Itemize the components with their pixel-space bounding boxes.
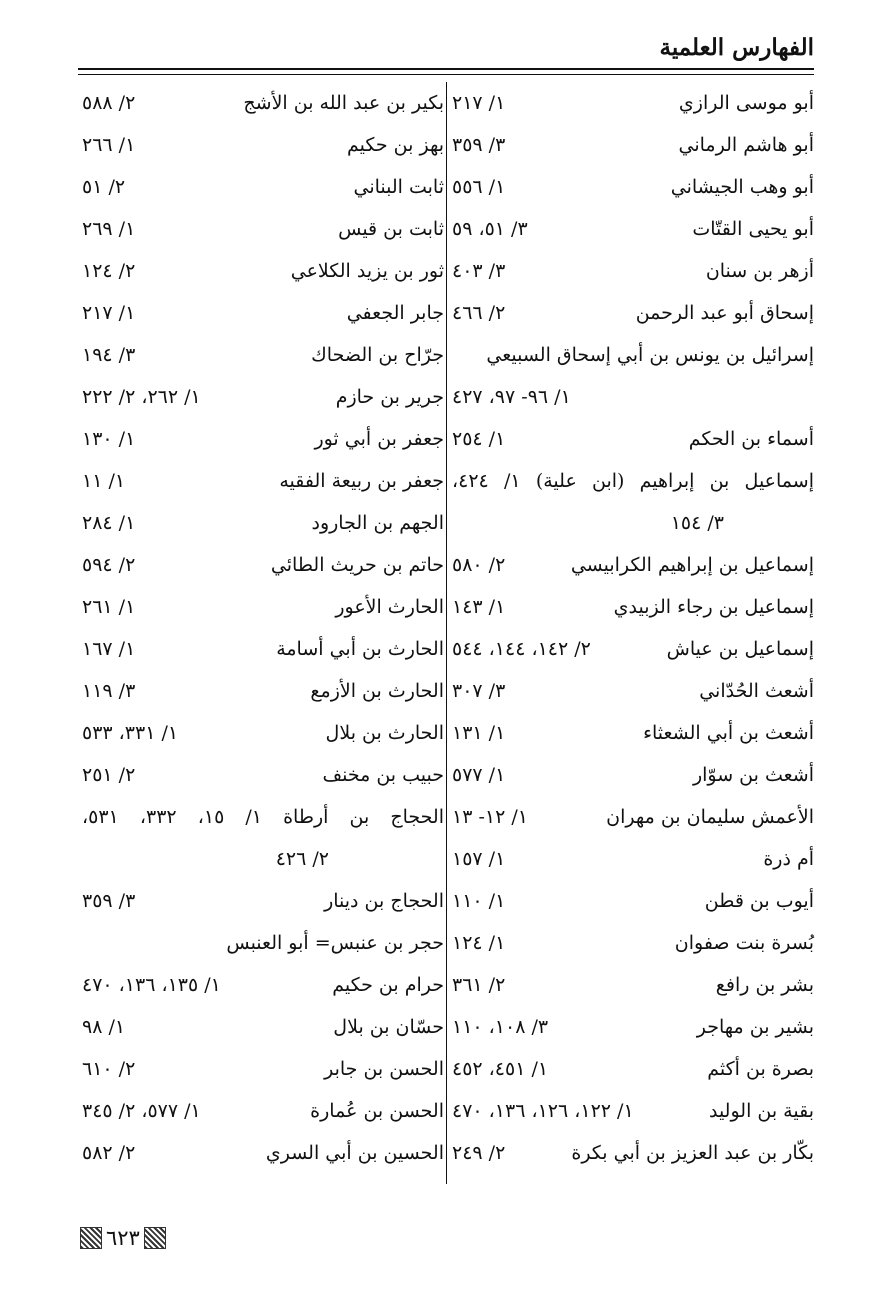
index-entry — [452, 378, 814, 420]
entry-page-ref: ١/ ١٦٧ — [82, 638, 136, 660]
index-entry — [82, 252, 444, 294]
entry-page-ref: ٢/ ٦١٠ — [82, 1058, 136, 1080]
entry-name: جرير بن حازم — [335, 386, 444, 408]
index-entry — [452, 462, 814, 504]
index-entry — [452, 1008, 814, 1050]
index-entry — [452, 756, 814, 798]
index-entry — [82, 588, 444, 630]
index-entry — [82, 168, 444, 210]
index-entry — [452, 1092, 814, 1134]
entry-page-ref: ١/ ١١ — [82, 470, 126, 492]
index-entry — [452, 840, 814, 882]
entry-name: بهز بن حكيم — [347, 134, 444, 156]
index-entry — [452, 420, 814, 462]
entry-name: الحارث بن بلال — [325, 722, 444, 744]
index-entry — [82, 420, 444, 462]
entry-name: الحسين بن أبي السري — [265, 1142, 444, 1164]
entry-page-ref: ١/ ١٢٢، ١٢٦، ١٣٦، ٤٧٠ — [452, 1100, 634, 1122]
entry-page-ref: ٢/ ١٤٢، ١٤٤، ٥٤٤ — [452, 638, 591, 660]
entry-page-ref: ٢/ ٥٨٠ — [452, 554, 506, 576]
index-entry — [82, 462, 444, 504]
index-entry — [452, 1050, 814, 1092]
header-rule-thick — [78, 68, 814, 70]
entry-page-ref: ٣/ ١٠٨، ١١٠ — [452, 1016, 549, 1038]
entry-page-ref: ١/ ١٢- ١٣ — [452, 806, 528, 828]
index-entry — [452, 294, 814, 336]
index-entry — [82, 714, 444, 756]
entry-name: الحسن بن جابر — [324, 1058, 444, 1080]
index-entry — [452, 882, 814, 924]
index-entry — [452, 84, 814, 126]
index-entry — [452, 336, 814, 378]
entry-name: ثابت البناني — [353, 176, 444, 198]
entry-page-ref: ١/ ٩٦- ٩٧، ٤٢٧ — [452, 386, 571, 408]
entry-page-ref: ١/ ٢٦٩ — [82, 218, 136, 240]
entry-name: أبو هاشم الرماني — [678, 134, 814, 156]
index-entry — [452, 210, 814, 252]
entry-name: بقية بن الوليد — [708, 1100, 814, 1122]
entry-page-ref: ٢/ ٣٦١ — [452, 974, 506, 996]
index-entry — [82, 1092, 444, 1134]
entry-page-ref: ١/ ٩٨ — [82, 1016, 126, 1038]
index-entry — [82, 378, 444, 420]
index-entry — [452, 126, 814, 168]
entry-name: جعفر بن أبي ثور — [314, 428, 444, 450]
entry-page-ref: ١/ ٢٥٤ — [452, 428, 506, 450]
entry-page-ref: ١/ ٥٧٧ — [452, 764, 506, 786]
index-entry — [82, 882, 444, 924]
entry-text: الحجاج بن أرطاة ١/ ١٥، ٣٣٢، ٥٣١، — [82, 806, 445, 828]
entry-page-ref: ١/ ٥٧٧، ٢/ ٣٤٥ — [82, 1100, 201, 1122]
index-entry — [452, 588, 814, 630]
entry-name: إسماعيل بن رجاء الزبيدي — [613, 596, 814, 618]
entry-name: بُسرة بنت صفوان — [674, 932, 814, 954]
entry-page-ref: ١/ ١٥٧ — [452, 848, 506, 870]
entry-name: أشعث بن أبي الشعثاء — [643, 722, 814, 744]
entry-name: الحارث بن أبي أسامة — [276, 638, 444, 660]
entry-name: حرام بن حكيم — [332, 974, 444, 996]
index-entry — [452, 924, 814, 966]
entry-page-ref: ١/ ٢١٧ — [82, 302, 136, 324]
entry-page-ref: ٣/ ٣٥٩ — [452, 134, 506, 156]
index-entry — [452, 504, 814, 546]
entry-name: الحجاج بن دينار — [324, 890, 444, 912]
index-entry — [82, 672, 444, 714]
entry-name: جعفر بن ربيعة الفقيه — [279, 470, 444, 492]
index-entry — [452, 672, 814, 714]
index-entry — [82, 546, 444, 588]
index-entry — [82, 504, 444, 546]
index-entry — [82, 1008, 444, 1050]
entry-continuation: ٢/ ٤٢٦ — [275, 848, 329, 870]
entry-name: الحارث بن الأزمع — [310, 680, 444, 702]
page-header-title: الفهارس العلمية — [659, 34, 814, 61]
index-entry — [82, 798, 444, 840]
entry-page-ref: ٢/ ٢٤٩ — [452, 1142, 506, 1164]
entry-page-ref: ٢/ ٥١ — [82, 176, 126, 198]
entry-page-ref: ١/ ٢٦٢، ٢/ ٢٢٢ — [82, 386, 201, 408]
ornament-icon — [144, 1227, 166, 1249]
entry-name: أسماء بن الحكم — [688, 428, 814, 450]
entry-page-ref: ١/ ٥٥٦ — [452, 176, 506, 198]
index-entry — [452, 252, 814, 294]
entry-page-ref: ١/ ٤٥١، ٤٥٢ — [452, 1058, 549, 1080]
entry-name: الجهم بن الجارود — [311, 512, 444, 534]
entry-name: حسّان بن بلال — [333, 1016, 444, 1038]
entry-name: حاتم بن حريث الطائي — [270, 554, 444, 576]
entry-name: أبو موسى الرازي — [678, 92, 814, 114]
index-entry — [82, 294, 444, 336]
entry-page-ref: ٢/ ٥٨٢ — [82, 1142, 136, 1164]
entry-page-ref: ٣/ ١٩٤ — [82, 344, 136, 366]
index-entry — [452, 1134, 814, 1176]
page-number: ٦٢٣ — [106, 1226, 140, 1250]
header-rule-thin — [78, 74, 814, 75]
entry-name: بصرة بن أكثم — [707, 1058, 814, 1080]
index-entry — [82, 210, 444, 252]
index-entry — [82, 126, 444, 168]
column-divider — [446, 82, 447, 1184]
entry-name: بكير بن عبد الله بن الأشج — [243, 92, 444, 114]
index-entry — [82, 84, 444, 126]
entry-name: الحسن بن عُمارة — [310, 1100, 444, 1122]
entry-name: أبو يحيى القتّات — [692, 218, 814, 240]
entry-name: إسماعيل بن إبراهيم الكرابيسي — [570, 554, 814, 576]
index-entry — [82, 1050, 444, 1092]
entry-page-ref: ١/ ١١٠ — [452, 890, 506, 912]
entry-name: إسرائيل بن يونس بن أبي إسحاق السبيعي — [486, 344, 814, 366]
index-entry — [82, 336, 444, 378]
entry-page-ref: ١/ ١٤٣ — [452, 596, 506, 618]
entry-page-ref: ٣/ ٣٠٧ — [452, 680, 506, 702]
entry-name: حجر بن عنبس= أبو العنبس — [226, 932, 444, 954]
index-entry — [452, 714, 814, 756]
index-column-right — [452, 84, 814, 1176]
entry-name: أزهر بن سنان — [705, 260, 814, 282]
entry-name: ثور بن يزيد الكلاعي — [290, 260, 444, 282]
entry-page-ref: ١/ ٢٨٤ — [82, 512, 136, 534]
index-entry — [82, 840, 444, 882]
entry-page-ref: ٢/ ٢٥١ — [82, 764, 136, 786]
entry-name: جرّاح بن الضحاك — [311, 344, 444, 366]
entry-page-ref: ٢/ ٥٨٨ — [82, 92, 136, 114]
entry-name: بكّار بن عبد العزيز بن أبي بكرة — [571, 1142, 814, 1164]
entry-name: إسحاق أبو عبد الرحمن — [635, 302, 814, 324]
entry-name: الحارث الأعور — [335, 596, 444, 618]
index-entry — [452, 546, 814, 588]
index-entry — [82, 630, 444, 672]
entry-page-ref: ١/ ١٢٤ — [452, 932, 506, 954]
entry-text: إسماعيل بن إبراهيم (ابن علية) ١/ ٤٢٤، — [452, 470, 814, 492]
entry-page-ref: ٢/ ٥٩٤ — [82, 554, 136, 576]
index-entry — [82, 756, 444, 798]
index-entry — [452, 168, 814, 210]
entry-page-ref: ٢/ ١٢٤ — [82, 260, 136, 282]
entry-page-ref: ١/ ١٣٠ — [82, 428, 136, 450]
index-entry — [452, 798, 814, 840]
entry-name: إسماعيل بن عياش — [666, 638, 814, 660]
entry-name: بشر بن رافع — [715, 974, 814, 996]
index-entry — [82, 1134, 444, 1176]
index-entry — [82, 924, 444, 966]
entry-page-ref: ١/ ١٣١ — [452, 722, 506, 744]
index-entry — [452, 630, 814, 672]
entry-name: أبو وهب الجيشاني — [670, 176, 814, 198]
entry-name: أيوب بن قطن — [704, 890, 814, 912]
entry-continuation: ٣/ ١٥٤ — [670, 512, 724, 534]
entry-page-ref: ١/ ١٣٥، ١٣٦، ٤٧٠ — [82, 974, 221, 996]
entry-name: حبيب بن مخنف — [322, 764, 444, 786]
entry-page-ref: ١/ ٢١٧ — [452, 92, 506, 114]
index-entry — [452, 966, 814, 1008]
entry-name: الأعمش سليمان بن مهران — [606, 806, 814, 828]
index-column-left — [82, 84, 444, 1176]
entry-page-ref: ١/ ٣٣١، ٥٣٣ — [82, 722, 179, 744]
page-footer — [80, 1224, 166, 1252]
entry-name: أم ذرة — [763, 848, 814, 870]
entry-name: جابر الجعفي — [346, 302, 444, 324]
entry-name: أشعث الحُدّاني — [699, 680, 814, 702]
ornament-icon — [80, 1227, 102, 1249]
index-entry — [82, 966, 444, 1008]
entry-page-ref: ٣/ ٤٠٣ — [452, 260, 506, 282]
entry-page-ref: ١/ ٢٦٦ — [82, 134, 136, 156]
entry-page-ref: ٢/ ٤٦٦ — [452, 302, 506, 324]
entry-name: بشير بن مهاجر — [696, 1016, 814, 1038]
entry-name: ثابت بن قيس — [338, 218, 444, 240]
entry-page-ref: ٣/ ٣٥٩ — [82, 890, 136, 912]
entry-page-ref: ١/ ٢٦١ — [82, 596, 136, 618]
entry-name: أشعث بن سوّار — [692, 764, 814, 786]
entry-page-ref: ٣/ ٥١، ٥٩ — [452, 218, 528, 240]
entry-page-ref: ٣/ ١١٩ — [82, 680, 136, 702]
